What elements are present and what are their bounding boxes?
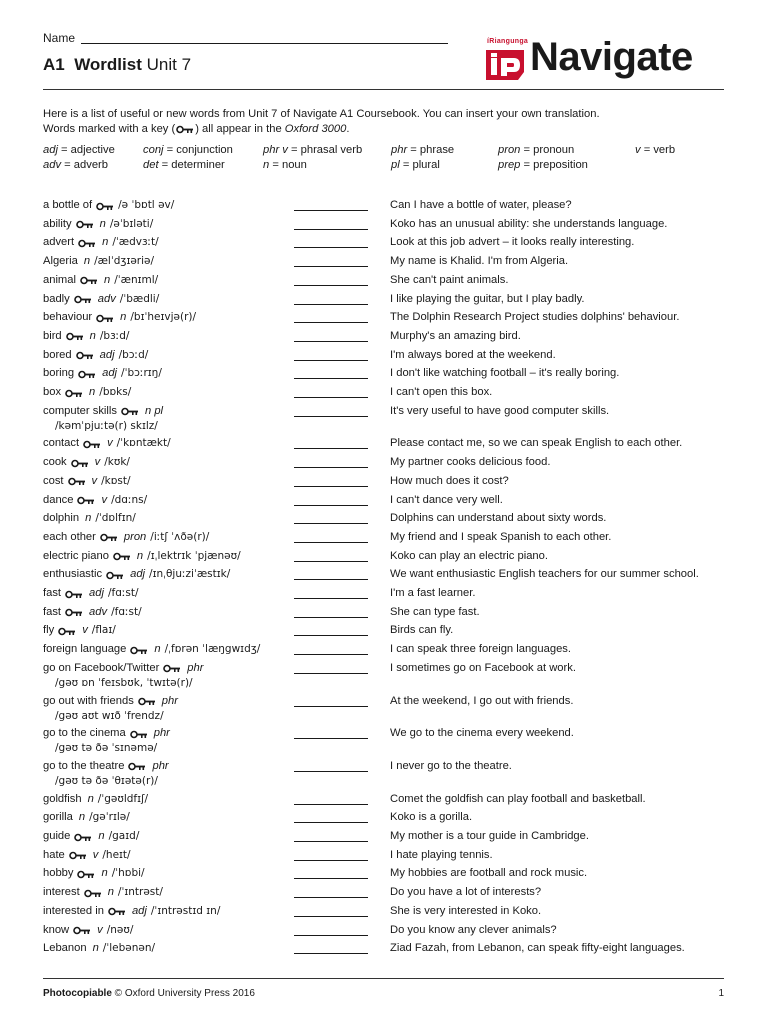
intro-line-2d: .	[346, 123, 350, 135]
wordlist-entry	[43, 759, 169, 789]
intro-line-2	[43, 122, 733, 137]
translation-answer-line[interactable]	[294, 561, 368, 562]
entry-part-of-speech: adj	[102, 367, 118, 380]
entry-pronunciation: /bɒks/	[99, 386, 132, 398]
entry-pronunciation: /bɪˈheɪvjə(r)/	[130, 311, 197, 324]
wordlist-entry	[43, 235, 159, 250]
entry-pronunciation: /bɜːd/	[99, 329, 130, 342]
key-icon	[80, 275, 98, 284]
entry-word: a bottle of	[43, 199, 93, 211]
key-icon	[128, 761, 146, 770]
intro-text	[43, 107, 733, 137]
key-icon	[71, 458, 89, 467]
intro-line-1: Here is a list of useful or new words from Unit 7 of Navigate A1 Coursebook. You can insert your own translation.	[43, 108, 600, 120]
entry-word: foreign language	[43, 643, 127, 656]
example-sentence: Can I have a bottle of water, please?	[390, 199, 572, 211]
example-sentence: She can't paint animals.	[390, 273, 509, 286]
entry-pronunciation: /ˈænɪml/	[114, 273, 159, 286]
entry-pronunciation: /ˈlebənən/	[102, 942, 156, 955]
key-icon	[65, 388, 83, 397]
entry-part-of-speech: n	[154, 643, 161, 656]
wordlist-entry	[43, 605, 142, 620]
key-icon	[78, 238, 96, 247]
entry-pronunciation: /ˈbædli/	[119, 292, 160, 305]
translation-answer-line[interactable]	[294, 673, 368, 674]
example-sentence: I'm a fast learner.	[390, 587, 476, 599]
key-icon	[68, 476, 86, 485]
translation-answer-line[interactable]	[294, 322, 368, 323]
example-sentence: Murphy's an amazing bird.	[390, 329, 521, 342]
entry-word: goldfish	[43, 792, 82, 805]
wordlist-entry	[43, 904, 220, 919]
example-sentence: Comet the goldfish can play football and basketball.	[390, 792, 646, 805]
key-icon	[138, 696, 156, 705]
abbr-prep: prep = preposition	[498, 159, 588, 171]
key-icon	[100, 532, 118, 541]
entry-word: fast	[43, 605, 62, 618]
translation-answer-line[interactable]	[294, 397, 368, 398]
wordlist-entry	[43, 586, 139, 601]
entry-pronunciation: /gəʊ tə ðə ˈsɪnəmə/	[55, 742, 158, 755]
example-sentence: I like playing the guitar, but I play badly.	[390, 292, 585, 305]
entry-word: ability	[43, 217, 72, 230]
entry-part-of-speech: n	[85, 512, 92, 525]
example-sentence: My hobbies are football and rock music.	[390, 867, 588, 880]
entry-pronunciation: /kɒst/	[101, 474, 131, 487]
wordlist-entry	[43, 493, 147, 508]
key-icon	[106, 570, 124, 579]
entry-word: Lebanon	[43, 942, 87, 955]
page-number: 1	[718, 988, 724, 999]
logo-tagline: íRiangunga	[487, 38, 529, 45]
entry-pronunciation: /ɪˌlektrɪk ˈpjænəʊ/	[147, 549, 241, 562]
example-sentence: How much does it cost?	[390, 474, 509, 487]
entry-word: fly	[43, 624, 55, 637]
entry-word: know	[43, 923, 70, 936]
logo-wordmark: Navigate	[530, 35, 693, 79]
example-sentence: We want enthusiastic English teachers for our summer school.	[390, 568, 699, 581]
translation-answer-line[interactable]	[294, 617, 368, 618]
example-sentence: Do you have a lot of interests?	[390, 886, 542, 899]
wordlist-entry	[43, 623, 116, 638]
entry-part-of-speech: adj	[130, 568, 146, 581]
example-sentence: I sometimes go on Facebook at work.	[390, 661, 576, 674]
translation-answer-line[interactable]	[294, 860, 368, 861]
entry-part-of-speech: n	[136, 549, 144, 562]
translation-answer-line[interactable]	[294, 266, 368, 267]
key-icon	[76, 219, 94, 228]
entry-pronunciation: /ˌfɒrən ˈlæŋgwɪdʒ/	[164, 643, 261, 656]
key-icon	[113, 551, 131, 560]
translation-answer-line[interactable]	[294, 360, 368, 361]
wordlist-entry	[43, 694, 178, 724]
translation-answer-line[interactable]	[294, 841, 368, 842]
translation-answer-line[interactable]	[294, 304, 368, 305]
example-sentence: I can't dance very well.	[390, 493, 503, 506]
entry-word: hobby	[43, 867, 74, 880]
title-level: A1	[43, 55, 65, 74]
wordlist-entry	[43, 348, 148, 363]
translation-answer-line[interactable]	[294, 598, 368, 599]
translation-answer-line[interactable]	[294, 341, 368, 342]
logo-mark-icon	[484, 50, 526, 80]
title-wordlist: Wordlist	[74, 55, 142, 74]
entry-word: Algeria	[43, 255, 78, 268]
footer-credit	[43, 988, 255, 999]
translation-answer-line[interactable]	[294, 378, 368, 379]
entry-part-of-speech: n	[103, 273, 111, 286]
entry-pronunciation: /kʊk/	[104, 456, 130, 469]
wordlist-entry	[43, 474, 131, 489]
example-sentence: Look at this job advert – it looks really interesting.	[390, 236, 635, 249]
entry-part-of-speech: phr	[161, 694, 178, 707]
entry-word: gorilla	[43, 811, 73, 824]
abbr-phr: phr = phrase	[391, 144, 455, 156]
title-unit: Unit 7	[146, 55, 192, 74]
entry-word: cook	[43, 456, 67, 469]
entry-word: dance	[43, 493, 74, 506]
intro-oxford-3000: Oxford 3000	[284, 123, 347, 135]
entry-part-of-speech: v	[91, 474, 98, 487]
entry-word: go on Facebook/Twitter	[43, 661, 160, 674]
translation-answer-line[interactable]	[294, 706, 368, 707]
translation-answer-line[interactable]	[294, 654, 368, 655]
translation-answer-line[interactable]	[294, 953, 368, 954]
example-sentence: We go to the cinema every weekend.	[390, 727, 574, 740]
example-sentence: Koko can play an electric piano.	[390, 549, 548, 562]
entry-part-of-speech: n	[107, 886, 114, 899]
entry-part-of-speech: phr	[152, 759, 169, 772]
key-icon	[76, 350, 94, 359]
entry-part-of-speech: pron	[123, 530, 147, 543]
wordlist-entry	[43, 792, 148, 807]
entry-pronunciation: /ə ˈbɒtl əv/	[118, 199, 175, 211]
wordlist-entry	[43, 567, 230, 582]
translation-answer-line[interactable]	[294, 505, 368, 506]
entry-pronunciation: /nəʊ/	[106, 923, 134, 936]
entry-word: computer skills	[43, 404, 117, 417]
entry-pronunciation: /əˈbɪləti/	[109, 217, 154, 230]
wordlist-entry	[43, 642, 260, 657]
header-divider	[43, 89, 724, 90]
example-sentence: My partner cooks delicious food.	[390, 456, 551, 469]
intro-line-2a: Words marked with a key (	[43, 123, 176, 135]
abbr-n: n = noun	[263, 159, 307, 171]
entry-word: bored	[43, 348, 72, 361]
entry-word: contact	[43, 437, 80, 450]
key-icon	[163, 663, 181, 672]
translation-answer-line[interactable]	[294, 448, 368, 449]
translation-answer-line[interactable]	[294, 542, 368, 543]
entry-word: bird	[43, 329, 62, 342]
wordlist-entry	[43, 385, 131, 400]
wordlist-entry	[43, 511, 136, 526]
entry-part-of-speech: phr	[153, 727, 170, 740]
entry-part-of-speech: n	[120, 311, 127, 324]
example-sentence: I never go to the theatre.	[390, 759, 512, 772]
translation-answer-line[interactable]	[294, 285, 368, 286]
wordlist-entry	[43, 941, 155, 956]
entry-pronunciation: /bɔːd/	[118, 348, 149, 361]
entry-pronunciation: /flaɪ/	[91, 624, 116, 637]
wordlist-entry	[43, 292, 159, 307]
wordlist-entry	[43, 455, 130, 470]
wordlist-entry	[43, 866, 145, 881]
entry-part-of-speech: n	[89, 386, 96, 398]
wordlist-entry	[43, 661, 203, 691]
entry-word: boring	[43, 367, 75, 380]
abbr-conj: conj = conjunction	[143, 144, 233, 156]
wordlist-entry	[43, 217, 153, 232]
wordlist-entry	[43, 885, 163, 900]
translation-answer-line[interactable]	[294, 467, 368, 468]
key-icon	[58, 626, 76, 635]
entry-word: animal	[43, 273, 76, 286]
abbr-pron: pron = pronoun	[498, 144, 575, 156]
entry-pronunciation: /ˈɪntrəstɪd ɪn/	[150, 904, 221, 917]
key-icon	[65, 589, 83, 598]
entry-pronunciation: /ˈbɔːrɪŋ/	[121, 367, 162, 380]
key-icon	[96, 313, 114, 322]
entry-part-of-speech: n	[99, 217, 106, 230]
wordlist-entry	[43, 848, 131, 863]
entry-part-of-speech: n	[78, 811, 86, 824]
name-label: Name	[43, 31, 76, 45]
example-sentence: I'm always bored at the weekend.	[390, 348, 556, 361]
example-sentence: Dolphins can understand about sixty words.	[390, 512, 607, 525]
entry-pronunciation: /fɑːst/	[107, 587, 139, 599]
entry-part-of-speech: n	[102, 236, 109, 249]
abbr-phr-v: phr v = phrasal verb	[263, 144, 363, 156]
abbr-det: det = determiner	[143, 159, 225, 171]
entry-part-of-speech: v	[82, 624, 88, 637]
example-sentence: She can type fast.	[390, 605, 480, 618]
entry-part-of-speech: v	[92, 848, 99, 861]
entry-part-of-speech: v	[107, 437, 113, 450]
wordlist-entry	[43, 726, 170, 756]
copyright-text: © Oxford University Press 2016	[111, 988, 255, 999]
entry-word: hate	[43, 848, 65, 861]
abbr-adv: adv = adverb	[43, 159, 109, 171]
entry-part-of-speech: adj	[131, 904, 147, 917]
translation-answer-line[interactable]	[294, 935, 368, 936]
translation-answer-line[interactable]	[294, 229, 368, 230]
translation-answer-line[interactable]	[294, 416, 368, 417]
entry-pronunciation: /kəmˈpjuːtə(r) skɪlz/	[55, 419, 158, 432]
entry-word: interested in	[43, 904, 104, 917]
wordlist-entry	[43, 198, 174, 213]
photocopiable-label: Photocopiable	[43, 988, 112, 999]
key-icon	[73, 925, 91, 934]
translation-answer-line[interactable]	[294, 210, 368, 211]
abbr-pl: pl = plural	[391, 159, 440, 171]
example-sentence: At the weekend, I go out with friends.	[390, 694, 574, 707]
entry-pronunciation: /iːtʃ ˈʌðə(r)/	[150, 530, 210, 543]
example-sentence: It's very useful to have good computer skills.	[390, 404, 610, 417]
entry-pronunciation: /ælˈdʒɪəriə/	[94, 255, 155, 268]
example-sentence: My friend and I speak Spanish to each other.	[390, 530, 612, 543]
example-sentence: Ziad Fazah, from Lebanon, can speak fifty-eight languages.	[390, 942, 685, 955]
abbr-v: v = verb	[635, 144, 676, 156]
key-icon	[74, 832, 92, 841]
entry-word: electric piano	[43, 549, 109, 562]
example-sentence: I can speak three foreign languages.	[390, 643, 571, 656]
example-sentence: The Dolphin Research Project studies dolphins' behaviour.	[390, 311, 680, 324]
entry-word: go to the theatre	[43, 759, 125, 772]
wordlist-entry	[43, 254, 154, 269]
translation-answer-line[interactable]	[294, 247, 368, 248]
example-sentence: Do you know any clever animals?	[390, 923, 557, 936]
entry-part-of-speech: n	[101, 867, 108, 880]
wordlist-entry	[43, 530, 209, 545]
entry-word: badly	[43, 292, 70, 305]
entry-word: box	[43, 386, 62, 398]
key-icon	[78, 369, 96, 378]
example-sentence: Koko has an unusual ability: she understands language.	[390, 217, 668, 230]
entry-pronunciation: /gəʊ tə ðə ˈθɪətə(r)/	[55, 774, 158, 787]
entry-word: advert	[43, 236, 75, 249]
entry-pronunciation: /heɪt/	[102, 848, 131, 861]
name-field-row	[43, 31, 448, 47]
entry-word: fast	[43, 587, 62, 599]
example-sentence: Koko is a gorilla.	[390, 811, 473, 824]
entry-word: interest	[43, 886, 80, 899]
translation-answer-line[interactable]	[294, 804, 368, 805]
entry-part-of-speech: n pl	[144, 404, 164, 417]
key-icon	[84, 888, 102, 897]
entry-pronunciation: /ˈkɒntækt/	[116, 437, 171, 450]
key-icon	[121, 406, 139, 415]
entry-word: go out with friends	[43, 694, 134, 707]
entry-word: enthusiastic	[43, 568, 103, 581]
entry-part-of-speech: v	[97, 923, 103, 936]
entry-word: behaviour	[43, 311, 93, 324]
page-title	[43, 55, 191, 75]
entry-part-of-speech: adv	[89, 605, 108, 618]
wordlist-entry	[43, 310, 196, 325]
entry-part-of-speech: phr	[187, 661, 204, 674]
entry-pronunciation: /fɑːst/	[111, 605, 142, 618]
key-icon	[77, 495, 95, 504]
example-sentence: My mother is a tour guide in Cambridge.	[390, 830, 589, 842]
entry-pronunciation: /gəʊ ɒn ˈfeɪsbʊk, ˈtwɪtə(r)/	[55, 676, 193, 689]
translation-answer-line[interactable]	[294, 486, 368, 487]
entry-part-of-speech: v	[94, 456, 101, 469]
entry-part-of-speech: n	[87, 792, 94, 805]
entry-part-of-speech: v	[101, 493, 108, 506]
translation-answer-line[interactable]	[294, 738, 368, 739]
abbr-adj: adj = adjective	[43, 144, 115, 156]
key-icon	[83, 439, 101, 448]
intro-line-2b: ) all appear in the	[195, 123, 285, 135]
wordlist-entry	[43, 549, 241, 564]
example-sentence: I can't open this box.	[390, 386, 493, 398]
entry-pronunciation: /gəˈrɪlə/	[89, 811, 130, 824]
entry-pronunciation: /ˈhɒbi/	[111, 867, 145, 880]
name-write-line	[81, 43, 448, 44]
example-sentence: Please contact me, so we can speak English to each other.	[390, 437, 683, 450]
key-icon	[65, 607, 83, 616]
entry-word: each other	[43, 530, 96, 543]
key-icon	[176, 125, 194, 134]
entry-part-of-speech: n	[92, 942, 99, 955]
entry-part-of-speech: n	[98, 830, 105, 842]
example-sentence: She is very interested in Koko.	[390, 904, 542, 917]
wordlist-entry	[43, 923, 133, 938]
translation-answer-line[interactable]	[294, 916, 368, 917]
key-icon	[66, 331, 84, 340]
navigate-logo	[484, 35, 726, 80]
example-sentence: I hate playing tennis.	[390, 848, 493, 861]
entry-pronunciation: /gaɪd/	[108, 830, 140, 842]
wordlist-entry	[43, 810, 130, 825]
key-icon	[108, 906, 126, 915]
entry-pronunciation: /dɑːns/	[111, 493, 148, 506]
translation-answer-line[interactable]	[294, 897, 368, 898]
entry-part-of-speech: adj	[99, 348, 115, 361]
key-icon	[96, 201, 114, 210]
key-icon	[130, 645, 148, 654]
entry-part-of-speech: n	[83, 255, 91, 268]
translation-answer-line[interactable]	[294, 878, 368, 879]
example-sentence: Birds can fly.	[390, 624, 454, 637]
entry-part-of-speech: n	[89, 329, 96, 342]
wordlist-entry	[43, 273, 158, 288]
key-icon	[74, 294, 92, 303]
translation-answer-line[interactable]	[294, 635, 368, 636]
key-icon	[77, 869, 95, 878]
entry-word: go to the cinema	[43, 727, 126, 740]
translation-answer-line[interactable]	[294, 771, 368, 772]
wordlist-entry	[43, 404, 163, 434]
translation-answer-line[interactable]	[294, 523, 368, 524]
entry-pronunciation: /ˈdɒlfɪn/	[95, 512, 136, 525]
key-icon	[130, 729, 148, 738]
example-sentence: I don't like watching football – it's really boring.	[390, 367, 620, 380]
entry-part-of-speech: adv	[97, 292, 116, 305]
entry-part-of-speech: adj	[89, 587, 104, 599]
key-icon	[69, 850, 87, 859]
wordlist-entry	[43, 329, 129, 344]
entry-pronunciation: /ˈɪntrəst/	[117, 886, 163, 899]
entry-word: dolphin	[43, 512, 80, 525]
translation-answer-line[interactable]	[294, 579, 368, 580]
translation-answer-line[interactable]	[294, 822, 368, 823]
entry-pronunciation: /gəʊ aʊt wɪð ˈfrendz/	[55, 709, 164, 722]
entry-pronunciation: /ɪnˌθjuːziˈæstɪk/	[149, 568, 231, 581]
entry-word: guide	[43, 830, 71, 842]
entry-word: cost	[43, 474, 64, 487]
example-sentence: My name is Khalid. I'm from Algeria.	[390, 255, 569, 268]
wordlist-entry	[43, 829, 139, 844]
footer-divider	[43, 978, 724, 979]
wordlist-entry	[43, 436, 171, 451]
entry-pronunciation: /ˈædvɜːt/	[112, 236, 159, 249]
entry-pronunciation: /ˈgəʊldfɪʃ/	[97, 792, 149, 805]
wordlist-entry	[43, 366, 162, 381]
